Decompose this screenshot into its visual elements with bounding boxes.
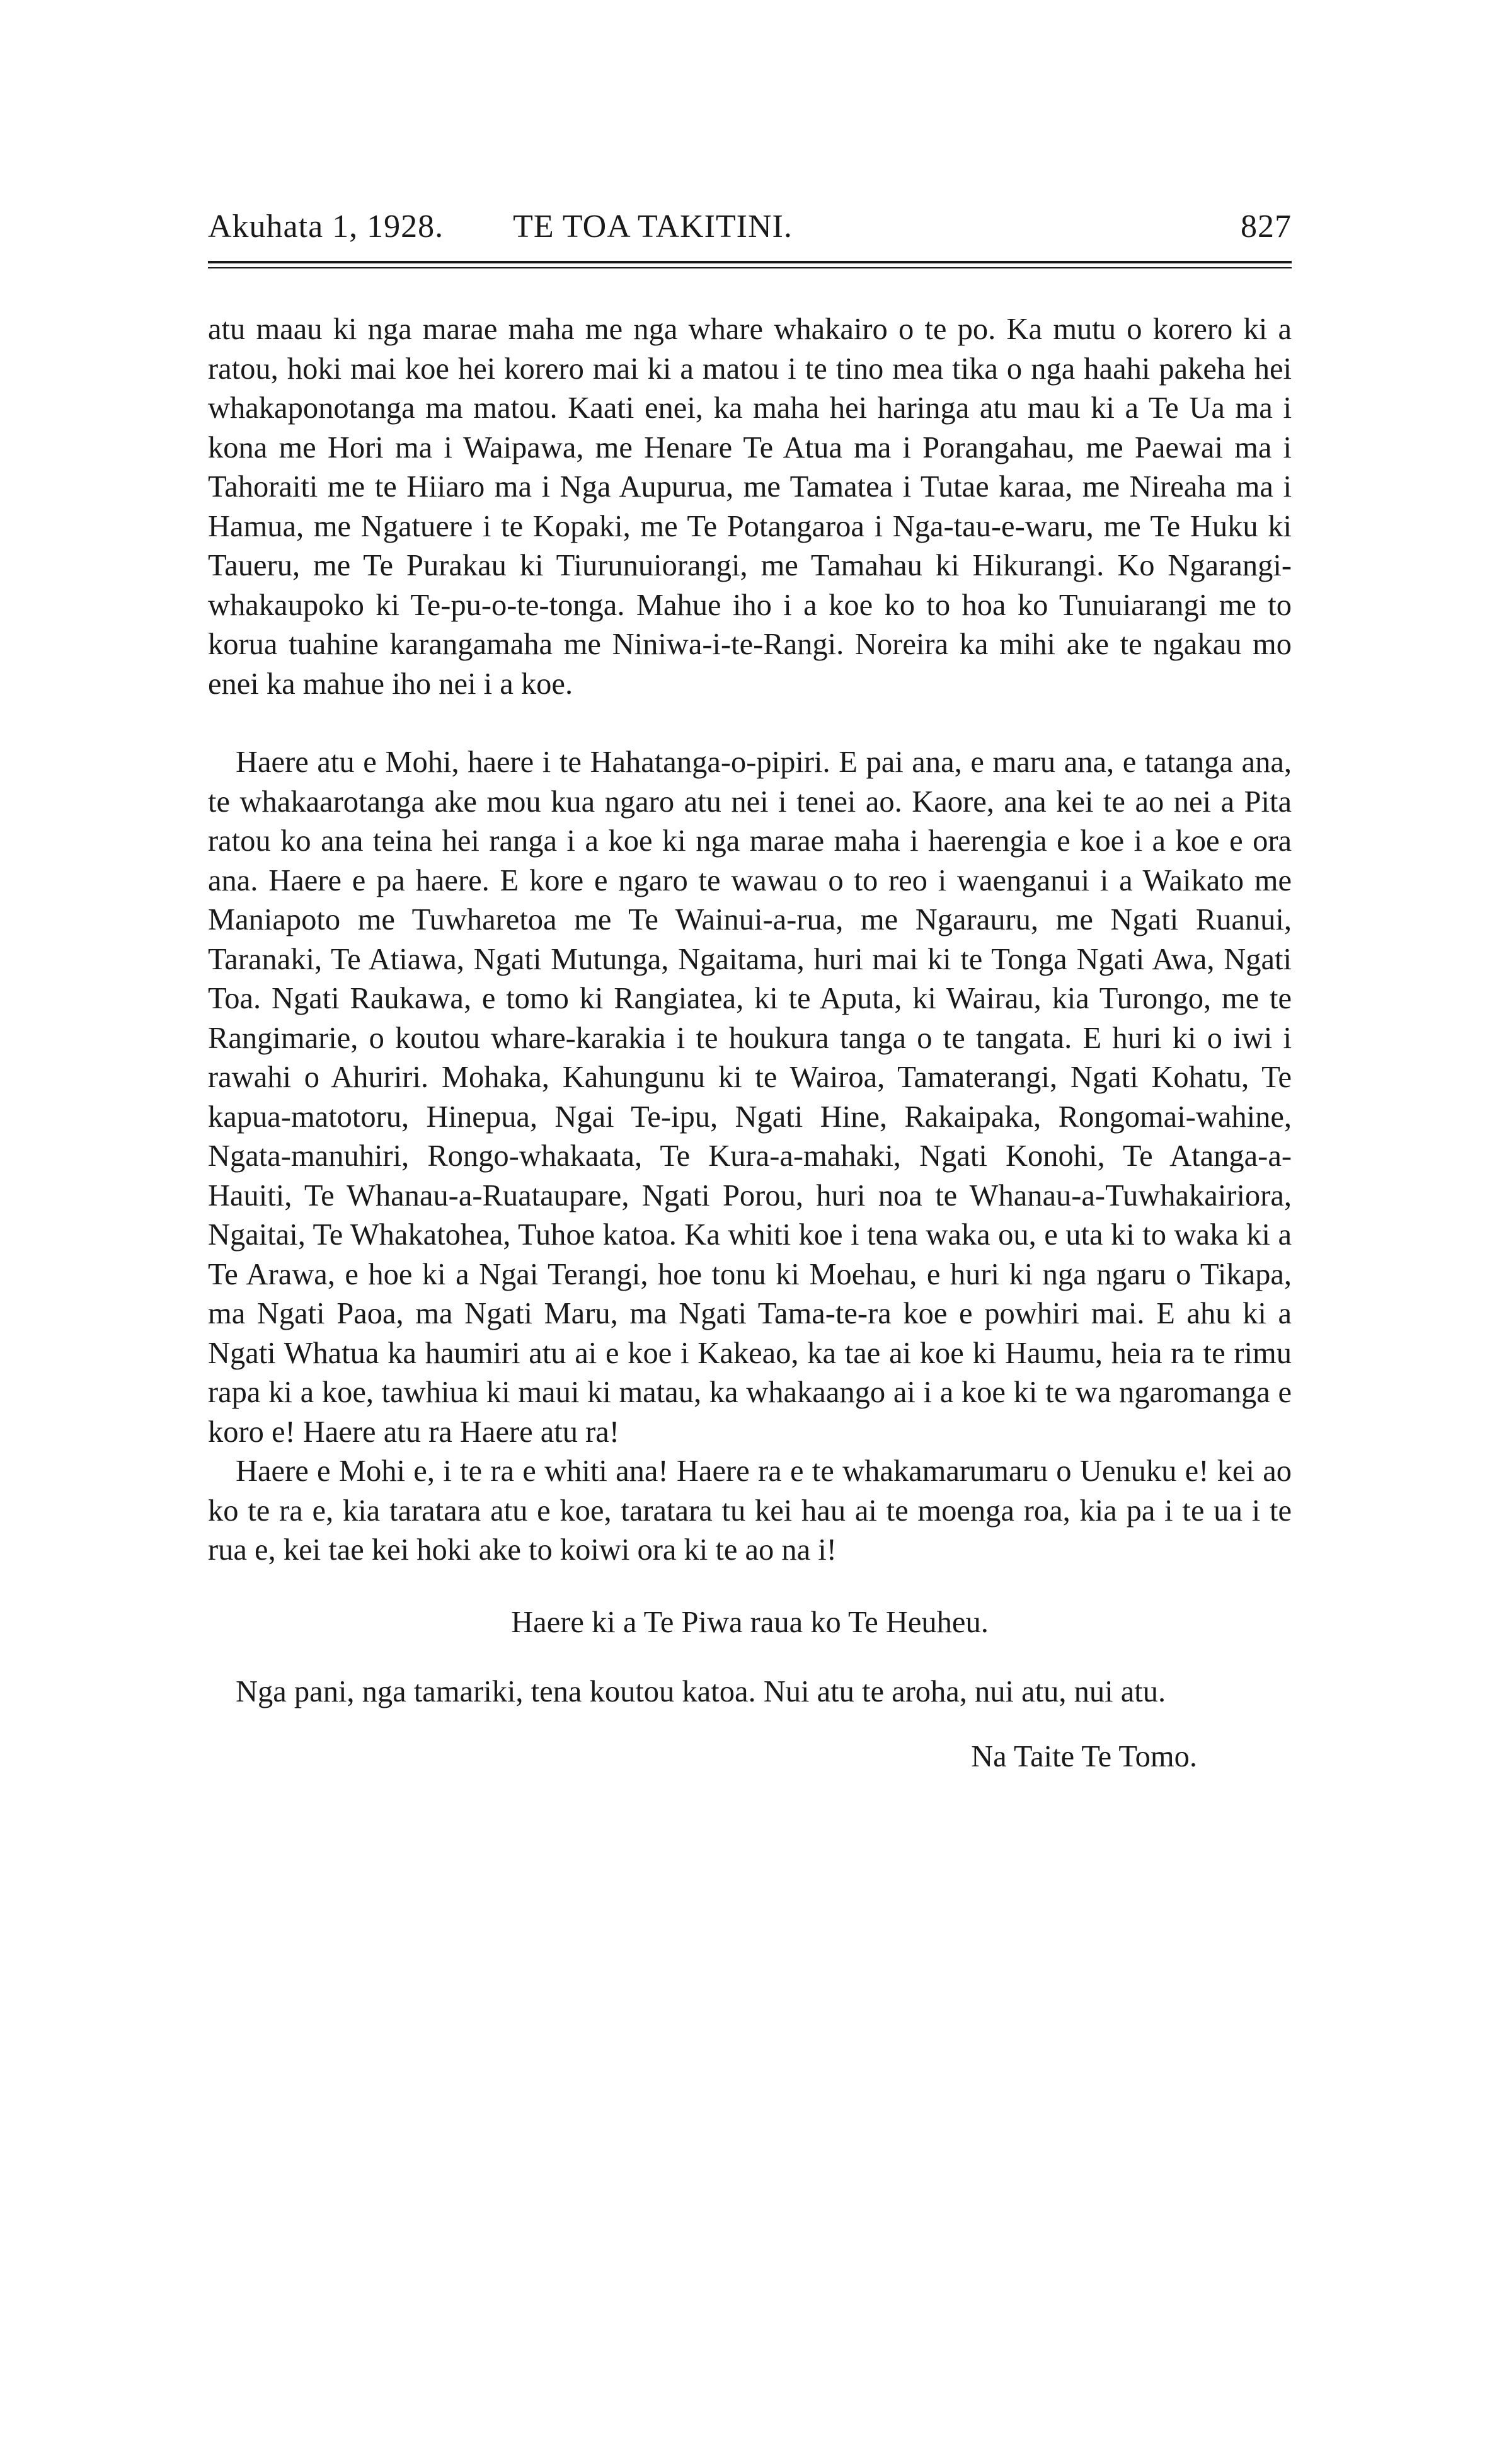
page-number: 827 [1241, 209, 1292, 245]
header-left [208, 208, 793, 245]
article-body [208, 310, 1292, 1776]
issue-date: Akuhata 1, 1928. [208, 209, 444, 245]
publication-title: TE TOA TAKITINI. [513, 209, 793, 245]
signature: Na Taite Te Tomo. [971, 1739, 1197, 1773]
centered-line: Haere ki a Te Piwa raua ko Te Heuheu. [511, 1605, 989, 1639]
newspaper-page [208, 208, 1292, 1776]
header-rule-thin [208, 267, 1292, 268]
paragraph-2: Haere atu e Mohi, haere i te Hahatanga-o-pipiri. E pai ana, e maru ana, e tatanga ana, te whakaarotanga ake mou kua ngaro atu nei i tenei ao. Kaore, ana kei te ao nei a Pita ratou ko ana teina hei ranga i a koe ki nga marae maha i haerengia e koe i a koe e ora ana. Haere e pa haere. E kore e ngaro te wawau o to reo i waenganui i a Waikato me Maniapoto me Tuwharetoa me Te Wainui-a-rua, me Ngarauru, me Ngati Ruanui, Taranaki, Te Atiawa, Ngati Mutunga, Ngaitama, huri mai ki te Tonga Ngati Awa, Ngati Toa. Ngati Raukawa, e tomo ki Rangiatea, ki te Aputa, ki Wairau, kia Turongo, me te Rangimarie, o koutou whare-karakia i te houkura tanga o te tangata. E huri ki o iwi i rawahi o Ahuriri. Mohaka, Kahungunu ki te Wairoa, Tamaterangi, Ngati Kohatu, Te kapua-matotoru, Hinepua, Ngai Te-ipu, Ngati Hine, Rakaipaka, Rongomai-wahine, Ngata-manuhiri, Rongo-whakaata, Te Kura-a-mahaki, Ngati Konohi, Te Atanga-a-Hauiti, Te Whanau-a-Ruataupare, Ngati Porou, huri noa te Whanau-a-Tuwhakairiora, Ngaitai, Te Whakatohea, Tuhoe katoa. Ka whiti koe i tena waka ou, e uta ki to waka ki a Te Arawa, e hoe ki a Ngai Terangi, hoe tonu ki Moehau, e huri ki nga ngaru o Tikapa, ma Ngati Paoa, ma Ngati Maru, ma Ngati Tama-te-ra koe e powhiri mai. E ahu ki a Ngati Whatua ka haumiri atu ai e koe i Kakeao, ka tae ai koe ki Haumu, heia ra te rimu rapa ki a koe, tawhiua ki maui ki matau, ka whakaango ai i a koe ki te wa ngaromanga e koro e! Haere atu ra Haere atu ra! [208, 746, 1292, 1449]
header-rule-thick [208, 261, 1292, 263]
page-header [208, 208, 1292, 258]
paragraph-5: Nga pani, nga tamariki, tena koutou katoa. Nui atu te aroha, nui atu, nui atu. [236, 1675, 1166, 1708]
paragraph-1: atu maau ki nga marae maha me nga whare whakairo o te po. Ka mutu o korero ki a ratou, hoki mai koe hei korero mai ki a matou i te tino mea tika o nga haahi pakeha hei whakaponotanga ma matou. Kaati enei, ka maha hei haringa atu mau ki a Te Ua ma i kona me Hori ma i Waipawa, me Henare Te Atua ma i Porangahau, me Paewai ma i Tahoraiti me te Hiiaro ma i Nga Aupurua, me Tamatea i Tutae karaa, me Nireaha ma i Hamua, me Ngatuere i te Kopaki, me Te Potangaroa i Nga-tau-e-waru, me Te Huku ki Taueru, me Te Purakau ki Tiurunuiorangi, me Tamahau ki Hikurangi. Ko Ngarangi-whakaupoko ki Te-pu-o-te-tonga. Mahue iho i a koe ko to hoa ko Tunuiarangi me to korua tuahine karangamaha me Niniwa-i-te-Rangi. Noreira ka mihi ake te ngakau mo enei ka mahue iho nei i a koe. [208, 313, 1292, 701]
paragraph-3: Haere e Mohi e, i te ra e whiti ana! Haere ra e te whakamarumaru o Uenuku e! kei ao ko te ra e, kia taratara atu e koe, taratara tu kei hau ai te moenga roa, kia pa i te ua i te rua e, kei tae kei hoki ake to koiwi ora ki te ao na i! [208, 1454, 1292, 1567]
